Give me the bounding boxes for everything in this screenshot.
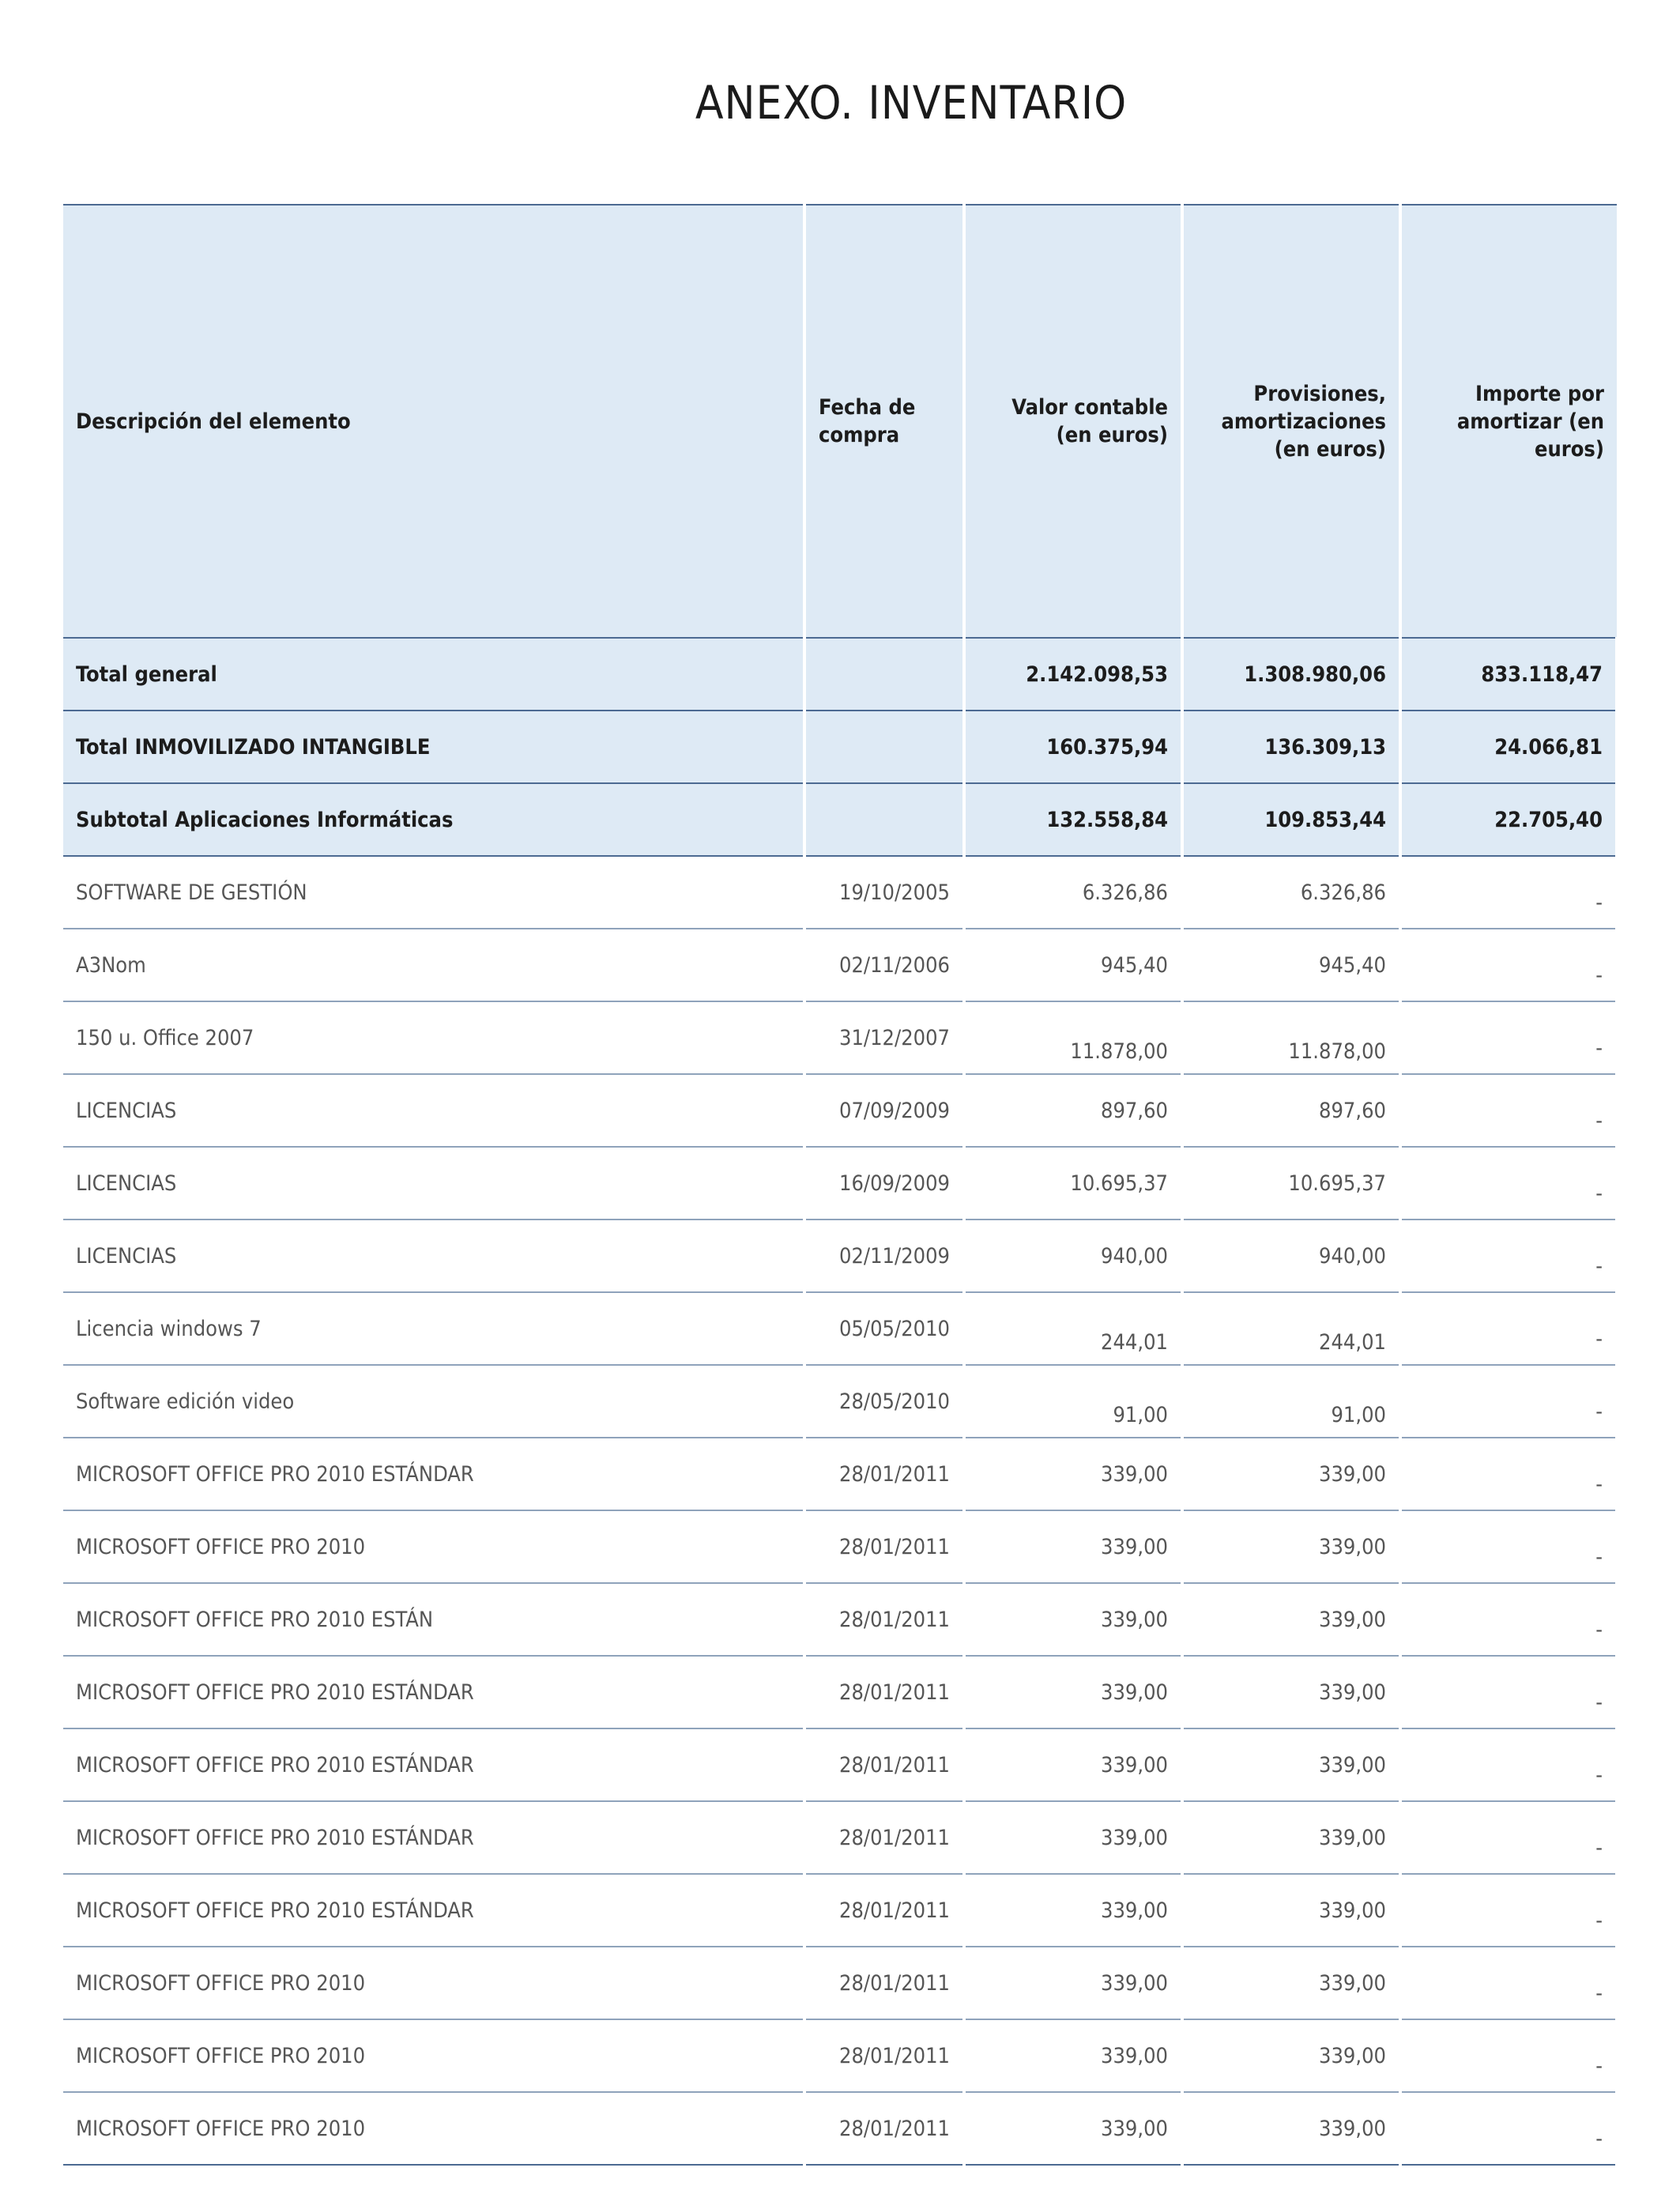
row-descripcion: LICENCIAS [63, 1220, 804, 1292]
summary-row-total-intangible [63, 711, 1617, 783]
row-valor: 945,40 [964, 929, 1182, 1001]
row-provisiones: 339,00 [1182, 1801, 1400, 1874]
row-provisiones: 339,00 [1182, 1728, 1400, 1801]
row-descripcion: Licencia windows 7 [63, 1292, 804, 1365]
inventory-table [63, 204, 1618, 2166]
row-provisiones: 91,00 [1182, 1365, 1400, 1438]
row-fecha: 28/01/2011 [804, 1728, 964, 1801]
row-importe: - [1400, 1365, 1617, 1438]
table-row [63, 2092, 1617, 2165]
summary-importe: 22.705,40 [1400, 783, 1617, 856]
row-importe: - [1400, 1074, 1617, 1147]
summary-importe: 833.118,47 [1400, 638, 1617, 711]
summary-importe: 24.066,81 [1400, 711, 1617, 783]
row-fecha: 28/01/2011 [804, 1874, 964, 1947]
row-descripcion: MICROSOFT OFFICE PRO 2010 [63, 2092, 804, 2165]
summary-valor: 160.375,94 [964, 711, 1182, 783]
row-fecha: 31/12/2007 [804, 1001, 964, 1074]
row-valor: 339,00 [964, 1656, 1182, 1728]
summary-fecha [804, 711, 964, 783]
table-row [63, 2019, 1617, 2092]
row-fecha: 28/01/2011 [804, 2092, 964, 2165]
row-provisiones: 339,00 [1182, 1510, 1400, 1583]
row-fecha: 05/05/2010 [804, 1292, 964, 1365]
row-descripcion: SOFTWARE DE GESTIÓN [63, 856, 804, 929]
row-descripcion: A3Nom [63, 929, 804, 1001]
row-provisiones: 339,00 [1182, 2092, 1400, 2165]
row-importe: - [1400, 1583, 1617, 1656]
header-fecha: Fecha de compra [804, 205, 964, 638]
summary-label: Total INMOVILIZADO INTANGIBLE [63, 711, 804, 783]
row-valor: 11.878,00 [964, 1001, 1182, 1074]
row-descripcion: MICROSOFT OFFICE PRO 2010 ESTÁNDAR [63, 1801, 804, 1874]
row-descripcion: MICROSOFT OFFICE PRO 2010 [63, 1947, 804, 2019]
summary-valor: 132.558,84 [964, 783, 1182, 856]
header-descripcion: Descripción del elemento [63, 205, 804, 638]
row-valor: 339,00 [964, 1728, 1182, 1801]
row-provisiones: 339,00 [1182, 1583, 1400, 1656]
table-row [63, 1801, 1617, 1874]
row-importe: - [1400, 1220, 1617, 1292]
row-valor: 10.695,37 [964, 1147, 1182, 1220]
row-importe: - [1400, 1438, 1617, 1510]
row-valor: 339,00 [964, 1438, 1182, 1510]
table-row [63, 929, 1617, 1001]
row-provisiones: 339,00 [1182, 1656, 1400, 1728]
row-fecha: 19/10/2005 [804, 856, 964, 929]
row-provisiones: 244,01 [1182, 1292, 1400, 1365]
row-descripcion: LICENCIAS [63, 1074, 804, 1147]
header-importe: Importe por amortizar (en euros) [1400, 205, 1617, 638]
row-descripcion: MICROSOFT OFFICE PRO 2010 ESTÁN [63, 1583, 804, 1656]
row-provisiones: 339,00 [1182, 2019, 1400, 2092]
row-descripcion: MICROSOFT OFFICE PRO 2010 [63, 1510, 804, 1583]
table-row [63, 1074, 1617, 1147]
row-descripcion: MICROSOFT OFFICE PRO 2010 [63, 2019, 804, 2092]
row-importe: - [1400, 1874, 1617, 1947]
row-valor: 339,00 [964, 2019, 1182, 2092]
summary-fecha [804, 638, 964, 711]
table-header-row [63, 205, 1617, 638]
row-provisiones: 339,00 [1182, 1438, 1400, 1510]
row-valor: 339,00 [964, 1510, 1182, 1583]
summary-provisiones: 109.853,44 [1182, 783, 1400, 856]
summary-valor: 2.142.098,53 [964, 638, 1182, 711]
row-valor: 339,00 [964, 1874, 1182, 1947]
table-row [63, 1656, 1617, 1728]
summary-provisiones: 1.308.980,06 [1182, 638, 1400, 711]
row-provisiones: 897,60 [1182, 1074, 1400, 1147]
table-body [63, 638, 1617, 2165]
page-title: ANEXO. INVENTARIO [695, 76, 1128, 130]
row-provisiones: 11.878,00 [1182, 1001, 1400, 1074]
row-fecha: 02/11/2009 [804, 1220, 964, 1292]
row-fecha: 28/01/2011 [804, 1947, 964, 2019]
row-valor: 339,00 [964, 1801, 1182, 1874]
row-importe: - [1400, 1656, 1617, 1728]
row-fecha: 28/01/2011 [804, 2019, 964, 2092]
row-provisiones: 339,00 [1182, 1874, 1400, 1947]
row-importe: - [1400, 2019, 1617, 2092]
row-descripcion: MICROSOFT OFFICE PRO 2010 ESTÁNDAR [63, 1438, 804, 1510]
table-row [63, 1220, 1617, 1292]
row-importe: - [1400, 2092, 1617, 2165]
header-valor: Valor contable (en euros) [964, 205, 1182, 638]
summary-label: Total general [63, 638, 804, 711]
row-provisiones: 10.695,37 [1182, 1147, 1400, 1220]
table-row [63, 1001, 1617, 1074]
row-fecha: 28/05/2010 [804, 1365, 964, 1438]
row-descripcion: 150 u. Office 2007 [63, 1001, 804, 1074]
row-importe: - [1400, 1001, 1617, 1074]
row-descripcion: Software edición video [63, 1365, 804, 1438]
row-importe: - [1400, 1292, 1617, 1365]
table-row [63, 1728, 1617, 1801]
header-provisiones: Provisiones, amortizaciones (en euros) [1182, 205, 1400, 638]
table-row [63, 1365, 1617, 1438]
table-row [63, 1874, 1617, 1947]
row-fecha: 02/11/2006 [804, 929, 964, 1001]
row-fecha: 28/01/2011 [804, 1438, 964, 1510]
summary-row-subtotal-aplicaciones [63, 783, 1617, 856]
table-row [63, 1510, 1617, 1583]
row-importe: - [1400, 1947, 1617, 2019]
row-fecha: 28/01/2011 [804, 1801, 964, 1874]
row-valor: 339,00 [964, 1583, 1182, 1656]
row-importe: - [1400, 1801, 1617, 1874]
row-valor: 339,00 [964, 1947, 1182, 2019]
row-descripcion: MICROSOFT OFFICE PRO 2010 ESTÁNDAR [63, 1874, 804, 1947]
row-fecha: 28/01/2011 [804, 1510, 964, 1583]
row-valor: 339,00 [964, 2092, 1182, 2165]
row-descripcion: MICROSOFT OFFICE PRO 2010 ESTÁNDAR [63, 1656, 804, 1728]
row-fecha: 16/09/2009 [804, 1147, 964, 1220]
table-row [63, 856, 1617, 929]
table-row [63, 1147, 1617, 1220]
row-fecha: 07/09/2009 [804, 1074, 964, 1147]
table-row [63, 1583, 1617, 1656]
row-importe: - [1400, 929, 1617, 1001]
row-valor: 940,00 [964, 1220, 1182, 1292]
row-fecha: 28/01/2011 [804, 1656, 964, 1728]
row-valor: 91,00 [964, 1365, 1182, 1438]
row-fecha: 28/01/2011 [804, 1583, 964, 1656]
summary-provisiones: 136.309,13 [1182, 711, 1400, 783]
row-valor: 244,01 [964, 1292, 1182, 1365]
row-descripcion: LICENCIAS [63, 1147, 804, 1220]
summary-label: Subtotal Aplicaciones Informáticas [63, 783, 804, 856]
row-valor: 6.326,86 [964, 856, 1182, 929]
summary-fecha [804, 783, 964, 856]
table-row [63, 1947, 1617, 2019]
row-importe: - [1400, 1728, 1617, 1801]
summary-row-total-general [63, 638, 1617, 711]
row-provisiones: 339,00 [1182, 1947, 1400, 2019]
row-provisiones: 6.326,86 [1182, 856, 1400, 929]
row-importe: - [1400, 1510, 1617, 1583]
row-provisiones: 940,00 [1182, 1220, 1400, 1292]
row-importe: - [1400, 1147, 1617, 1220]
row-provisiones: 945,40 [1182, 929, 1400, 1001]
row-valor: 897,60 [964, 1074, 1182, 1147]
row-descripcion: MICROSOFT OFFICE PRO 2010 ESTÁNDAR [63, 1728, 804, 1801]
row-importe: - [1400, 856, 1617, 929]
table-row [63, 1438, 1617, 1510]
table-row [63, 1292, 1617, 1365]
